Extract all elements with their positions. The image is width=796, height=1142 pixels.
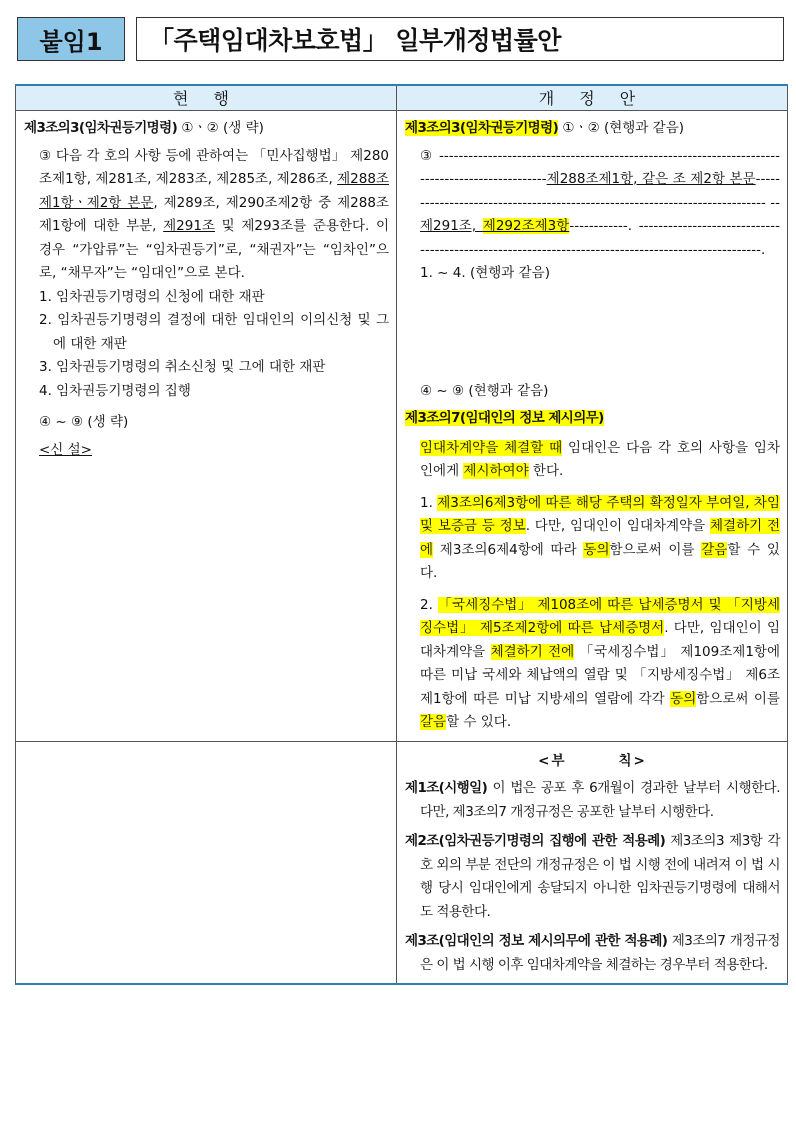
proposed-article-3-7-heading: 제3조의7(임대인의 정보 제시의무) [405, 410, 604, 426]
proposed-article-3-3: 제3조의3(임차권등기명령) ①ㆍ② (현행과 같음) [405, 120, 684, 136]
column-header-current: 현 행 [16, 85, 397, 111]
list-item: 4. 임차권등기명령의 집행 [39, 382, 191, 399]
document-header [0, 0, 796, 70]
proposed-law-cell [397, 111, 788, 742]
proposed-paragraph-4-9: ④ ~ ⑨ (현행과 같음) [420, 382, 549, 399]
addenda-article-2: 제2조(임차권등기명령의 집행에 관한 적용례) 제3조의3 제3항 각 호 외의 부분 전단의 개정규정은 이 법 시행 전에 내려져 이 법 시행 당시 임대인에게 송달되지 아니한 임차권등기명령에 대해서도 적용한다. [405, 833, 780, 920]
column-header-proposed: 개 정 안 [397, 85, 788, 111]
proposed-items-same: 1. ~ 4. (현행과 같음) [420, 265, 550, 281]
current-law-cell [16, 111, 397, 742]
document-title: 「주택임대차보호법」 일부개정법률안 [136, 17, 784, 61]
comparison-table [15, 84, 788, 985]
proposed-item-1: 1. 제3조의6제3항에 따른 해당 주택의 확정일자 부여일, 차임 및 보증금 등 정보. 다만, 임대인이 임대차계약을 체결하기 전에 제3조의6제4항에 따라 동의함으로써 이를 갈음할 수 있다. [420, 494, 780, 581]
addenda-cell [397, 741, 788, 984]
addenda-empty-cell [16, 741, 397, 984]
current-paragraph-4-9: ④ ~ ⑨ (생 략) [39, 414, 129, 430]
proposed-article-3-7-body: 임대차계약을 체결할 때 임대인은 다음 각 호의 사항을 임차인에게 제시하여야 한다. [420, 439, 780, 479]
addenda-article-1: 제1조(시행일) 이 법은 공포 후 6개월이 경과한 날부터 시행한다. 다만, 제3조의7 개정규정은 공포한 날부터 시행한다. [405, 780, 780, 820]
list-item: 1. 임차권등기명령의 신청에 대한 재판 [39, 288, 265, 305]
proposed-item-2: 2. 「국세징수법」 제108조에 따른 납세증명서 및 「지방세징수법」 제5조제2항에 따른 납세증명서. 다만, 임대인이 임대차계약을 체결하기 전에 「국세징수법」 제109조제1항에 따른 미납 국세와 체납액의 열람 및 「지방세징수법」 제6조제1항에 따른 미납 지방세의 열람에 각각 동의함으로써 이를 갈음할 수 있다. [420, 596, 780, 730]
current-paragraph-3: ③ 다음 각 호의 사항 등에 관하여는 「민사집행법」 제280조제1항, 제281조, 제283조, 제285조, 제286조, 제288조제1항ㆍ제2항 본문, 제289조, 제290조제2항 중 제288조제1항에 대한 부분, 제291조 및 제293조를 준용한다. 이 경우 “가압류”는 “임차권등기”로, “채권자”는 “임차인”으로, “채무자”는 “임대인”으로 본다. [39, 147, 390, 281]
addenda-heading: <부 칙> [538, 752, 647, 769]
current-items-list [24, 286, 389, 404]
list-item: 3. 임차권등기명령의 취소신청 및 그에 대한 재판 [39, 359, 326, 375]
proposed-paragraph-3: ③ ------------------------------------------------------------------------------------------------제288조제1항, 같은 조 제2항 본문---------------------------------------------------------------------------- --제291조, 제292조제3항------------. ---------------------------------------------------------------------------------------------------. [420, 147, 780, 258]
addenda-article-3: 제3조(임대인의 정보 제시의무에 관한 적용례) 제3조의7 개정규정은 이 법 시행 이후 임대차계약을 체결하는 경우부터 적용한다. [405, 933, 780, 973]
new-provision-label: <신 설> [39, 441, 92, 458]
current-article-3-3: 제3조의3(임차권등기명령) ①ㆍ② (생 략) [24, 120, 264, 136]
list-item: 2. 임차권등기명령의 결정에 대한 임대인의 이의신청 및 그에 대한 재판 [39, 312, 389, 352]
attachment-tag: 붙임1 [17, 17, 125, 61]
